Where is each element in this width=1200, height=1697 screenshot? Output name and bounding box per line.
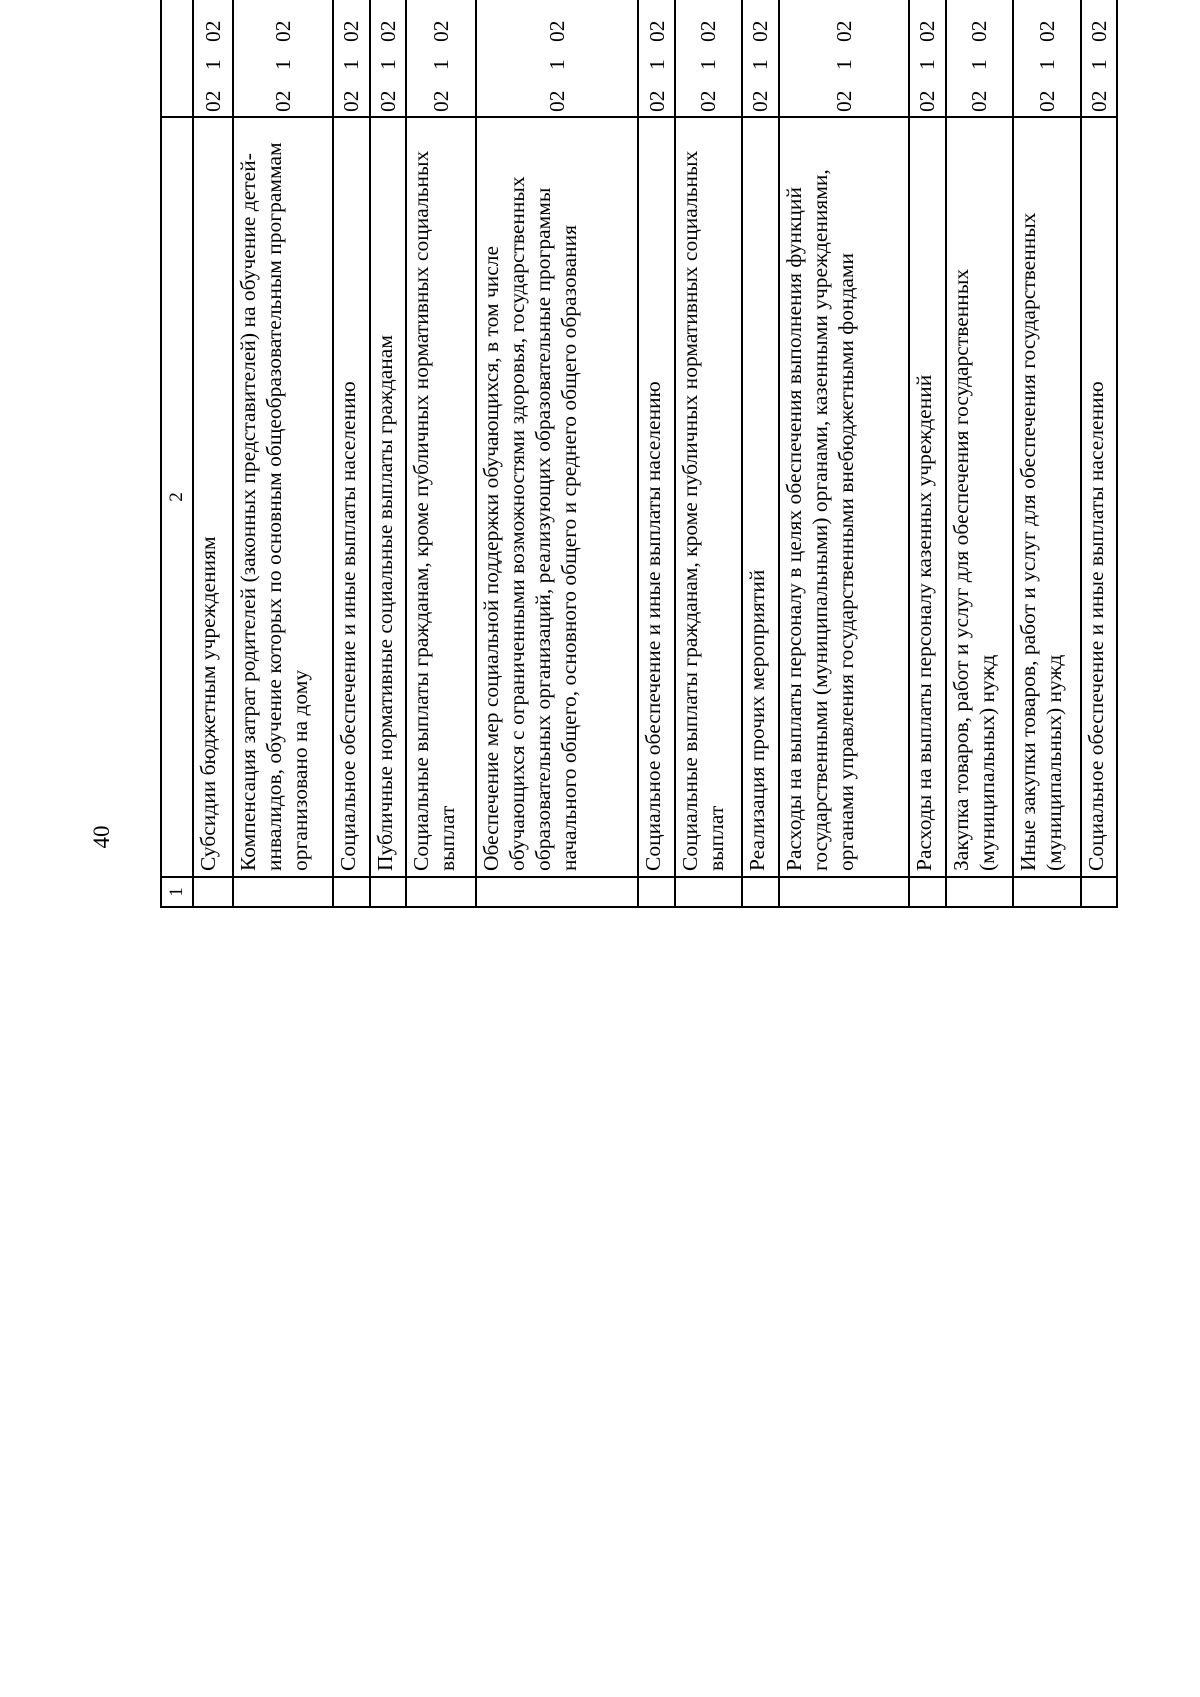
row-number-cell [333,877,369,907]
code-subprogram: 1 [696,59,721,70]
row-number-cell [742,877,778,907]
table-row [779,0,910,907]
code-activity: 02 [270,20,295,42]
table-row [742,0,778,907]
code-activity: 02 [375,20,400,42]
row-code [638,0,674,117]
row-name: Субсидии бюджетным учреждениям [193,117,233,877]
row-number-cell [779,877,910,907]
table-row [193,0,233,907]
row-code [1013,0,1080,117]
code-activity: 02 [544,20,569,42]
code-activity: 02 [200,20,225,42]
code-subprogram: 1 [915,59,940,70]
row-number-cell [193,877,233,907]
header-cell-3 [161,0,193,117]
code-subprogram: 1 [200,59,225,70]
code-activity: 02 [748,20,773,42]
code-program: 02 [544,90,569,112]
code-activity: 02 [967,20,992,42]
row-code [476,0,639,117]
row-code [406,0,476,117]
row-name: Социальные выплаты гражданам, кроме публичных нормативных социальных выплат [406,117,476,877]
table-row [476,0,639,907]
code-program: 02 [375,90,400,112]
code-subprogram: 1 [339,59,364,70]
code-activity: 02 [915,20,940,42]
table-row [333,0,369,907]
code-subprogram: 1 [831,59,856,70]
code-activity: 02 [1086,20,1111,42]
code-program: 02 [1086,90,1111,112]
row-number-cell [233,877,334,907]
row-name: Социальное обеспечение и иные выплаты населению [1081,117,1118,877]
row-number-cell [946,877,1013,907]
code-program: 02 [428,90,453,112]
row-name: Социальное обеспечение и иные выплаты населению [333,117,369,877]
row-code [675,0,742,117]
page-number: 40 [89,825,114,849]
row-code [333,0,369,117]
row-code [193,0,233,117]
code-subprogram: 1 [544,59,569,70]
table-row [946,0,1013,907]
code-subprogram: 1 [644,59,669,70]
code-activity: 02 [644,20,669,42]
budget-sheet [160,0,1118,908]
row-code [1081,0,1118,117]
code-subprogram: 1 [967,59,992,70]
code-activity: 02 [1034,20,1059,42]
table-row [370,0,406,907]
table-row [406,0,476,907]
code-activity: 02 [831,20,856,42]
header-cell-2: 2 [161,117,193,877]
row-name: Закупка товаров, работ и услуг для обеспечения государственных (муниципальных) нужд [946,117,1013,877]
row-number-cell [909,877,945,907]
code-subprogram: 1 [1086,59,1111,70]
row-number-cell [476,877,639,907]
row-name: Расходы на выплаты персоналу в целях обеспечения выполнения функций государственными (муниципальными) органами, казенными учреждениями, органами управления государственными внебюджетными фондами [779,117,910,877]
row-number-cell [675,877,742,907]
row-name: Обеспечение мер социальной поддержки обучающихся, в том числе обучающихся с ограниченными возможностями здоровья, государственных образовательных организаций, реализующих образовательные программы начального общего, основного общего и среднего общего образования [476,117,639,877]
row-name: Реализация прочих мероприятий [742,117,778,877]
row-number-cell [370,877,406,907]
row-code [779,0,910,117]
row-code [909,0,945,117]
code-program: 02 [967,90,992,112]
code-program: 02 [696,90,721,112]
row-name: Публичные нормативные социальные выплаты гражданам [370,117,406,877]
table-row [1081,0,1118,907]
row-name: Компенсация затрат родителей (законных представителей) на обучение детей-инвалидов, обучение которых по основным общеобразовательным программам организовано на дому [233,117,334,877]
table-row [638,0,674,907]
table-row [233,0,334,907]
table-row [909,0,945,907]
code-subprogram: 1 [375,59,400,70]
row-name: Иные закупки товаров, работ и услуг для обеспечения государственных (муниципальных) нужд [1013,117,1080,877]
table-row [675,0,742,907]
code-activity: 02 [339,20,364,42]
code-program: 02 [1034,90,1059,112]
code-program: 02 [831,90,856,112]
code-subprogram: 1 [748,59,773,70]
code-program: 02 [200,90,225,112]
code-activity: 02 [696,20,721,42]
code-program: 02 [915,90,940,112]
code-subprogram: 1 [428,59,453,70]
code-program: 02 [748,90,773,112]
code-subprogram: 1 [270,59,295,70]
table-row [1013,0,1080,907]
row-code [742,0,778,117]
row-code [233,0,334,117]
row-name: Социальные выплаты гражданам, кроме публичных нормативных социальных выплат [675,117,742,877]
code-program: 02 [644,90,669,112]
row-name: Расходы на выплаты персоналу казенных учреждений [909,117,945,877]
row-name: Социальное обеспечение и иные выплаты населению [638,117,674,877]
row-code [946,0,1013,117]
header-row [161,0,193,907]
code-activity: 02 [428,20,453,42]
budget-table [160,0,1118,908]
row-number-cell [406,877,476,907]
row-number-cell [1081,877,1118,907]
row-code [370,0,406,117]
code-program: 02 [270,90,295,112]
header-cell-1: 1 [161,877,193,907]
row-number-cell [638,877,674,907]
code-subprogram: 1 [1034,59,1059,70]
row-number-cell [1013,877,1080,907]
code-program: 02 [339,90,364,112]
